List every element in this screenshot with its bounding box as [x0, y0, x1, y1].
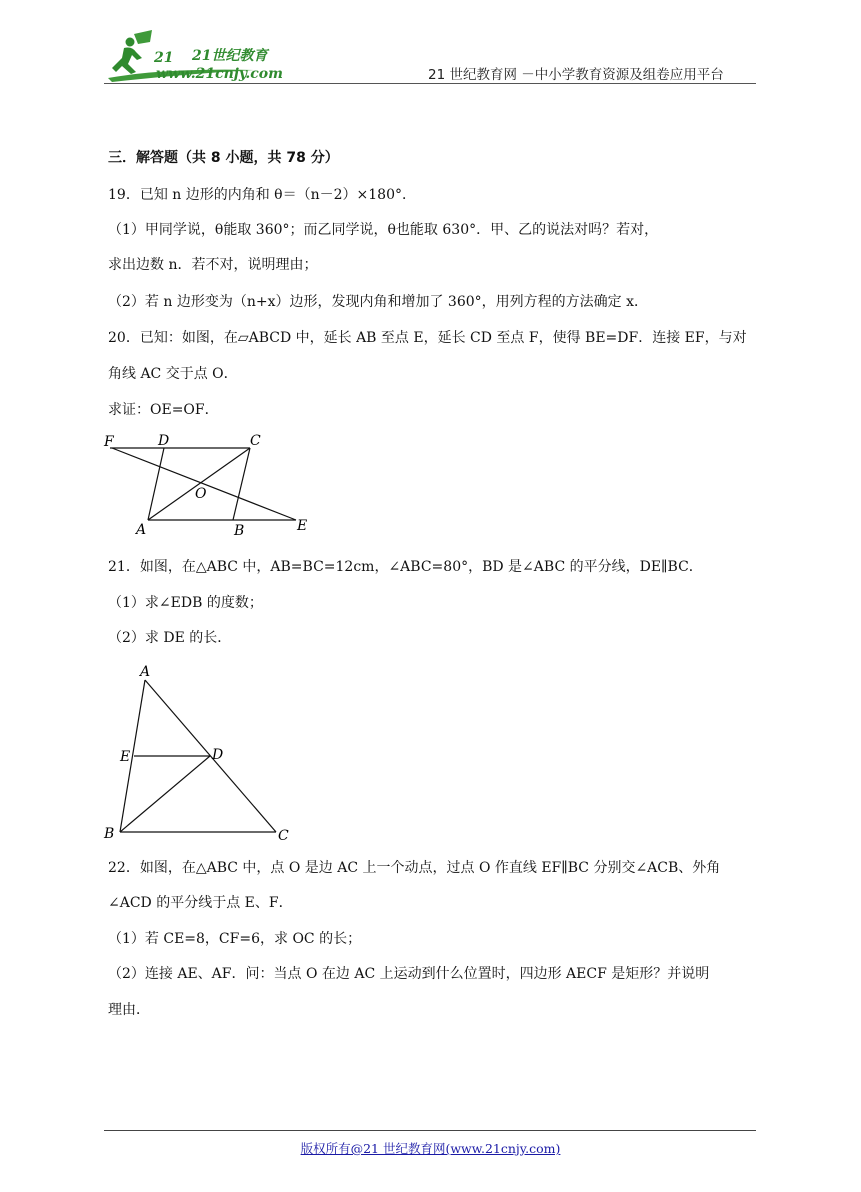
label-C: C — [278, 828, 289, 844]
q19-part1-line1: （1）甲同学说，θ能取 360°；而乙同学说，θ也能取 630°．甲、乙的说法对吗？若对， — [108, 222, 659, 238]
svg-text:www.21cnjy.com: www.21cnjy.com — [156, 66, 283, 82]
label-A: A — [136, 522, 147, 538]
q20-figure — [100, 428, 320, 543]
line-ac — [148, 448, 250, 520]
q21-part2: （2）求 DE 的长． — [108, 630, 232, 646]
label-C: C — [250, 433, 261, 449]
q20-stem-line1: 20．已知：如图，在▱ABCD 中，延长 AB 至点 E，延长 CD 至点 F，使得 BE=DF．连接 EF，与对 — [108, 330, 747, 346]
svg-text:21: 21 — [154, 50, 174, 66]
line-fe — [112, 448, 296, 520]
footer-copyright-link[interactable]: 版权所有@21 世纪教育网(www.21cnjy.com) — [300, 1141, 561, 1156]
q22-part2-line1: （2）连接 AE、AF．问：当点 O 在边 AC 上运动到什么位置时，四边形 AECF 是矩形？并说明 — [108, 966, 710, 982]
header-divider — [104, 83, 756, 84]
q20-prove: 求证：OE=OF． — [108, 402, 219, 418]
site-logo — [104, 28, 294, 84]
q22-stem-line1: 22．如图，在△ABC 中，点 O 是边 AC 上一个动点，过点 O 作直线 EF∥BC 分别交∠ACB、外角 — [108, 860, 721, 876]
svg-text:21世纪教育: 21世纪教育 — [192, 48, 268, 64]
label-D: D — [212, 747, 224, 763]
page-header — [0, 0, 861, 90]
q22-stem-line2: ∠ACD 的平分线于点 E、F． — [108, 895, 293, 911]
line-bd — [120, 756, 210, 832]
q22-part1: （1）若 CE=8，CF=6，求 OC 的长； — [108, 931, 362, 947]
q19-part2: （2）若 n 边形变为（n+x）边形，发现内角和增加了 360°，用列方程的方法确定 x． — [108, 294, 648, 310]
q22-part2-line2: 理由． — [108, 1002, 150, 1018]
label-B: B — [234, 523, 245, 539]
label-E: E — [297, 518, 308, 534]
label-F: F — [104, 434, 114, 450]
q21-stem: 21．如图，在△ABC 中，AB=BC=12cm，∠ABC=80°，BD 是∠ABC 的平分线，DE∥BC． — [108, 559, 703, 575]
q19-part1-line2: 求出边数 n．若不对，说明理由； — [108, 257, 318, 273]
label-E: E — [120, 749, 131, 765]
q20-stem-line2: 角线 AC 交于点 O． — [108, 366, 238, 382]
q21-part1: （1）求∠EDB 的度数； — [108, 595, 263, 611]
q19-stem: 19．已知 n 边形的内角和 θ＝（n－2）×180°． — [108, 187, 416, 203]
footer-divider — [104, 1130, 756, 1131]
section-heading: 三．解答题（共 8 小题，共 78 分） — [108, 150, 339, 166]
label-O: O — [195, 486, 207, 502]
label-B: B — [104, 826, 115, 842]
label-A: A — [140, 664, 151, 680]
line-ad — [148, 448, 164, 520]
site-name: 21 世纪教育网 －中小学教育资源及组卷应用平台 — [428, 67, 724, 83]
q21-figure — [100, 662, 300, 844]
label-D: D — [158, 433, 170, 449]
